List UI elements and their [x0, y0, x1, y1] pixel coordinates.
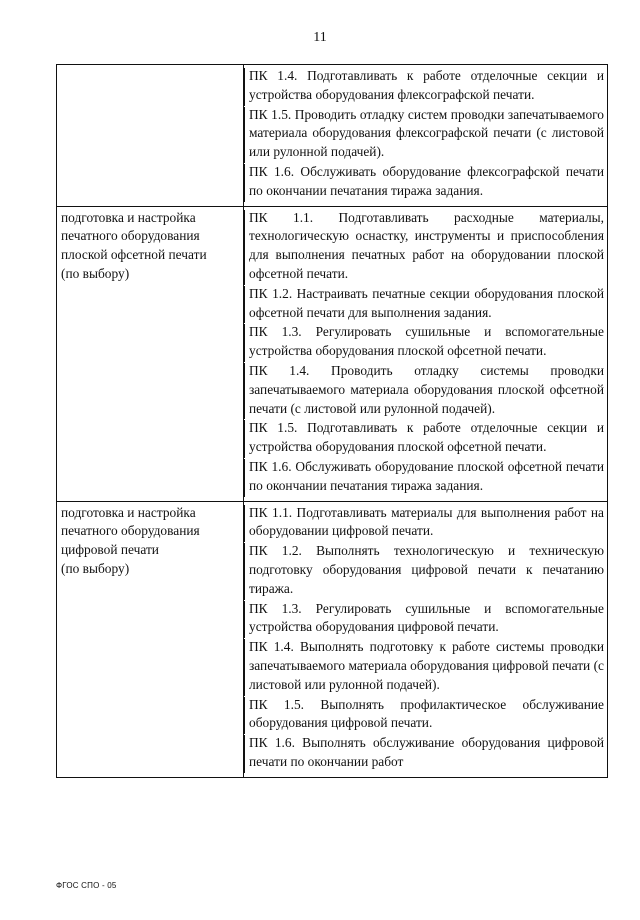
competency-item: ПК 1.4. Выполнять подготовку к работе системы проводки запечатываемого материала оборудования цифровой печати (с листовой или рулонной подачей).	[249, 638, 604, 694]
competency-item: ПК 1.3. Регулировать сушильные и вспомогательные устройства оборудования цифровой печати.	[249, 600, 604, 638]
competencies-cell	[244, 206, 608, 501]
competency-item: ПК 1.2. Выполнять технологическую и техническую подготовку оборудования цифровой печати к печатанию тиража.	[249, 542, 604, 598]
competencies-cell	[244, 501, 608, 777]
table-row	[57, 501, 608, 777]
competency-item: ПК 1.6. Выполнять обслуживание оборудования цифровой печати по окончании работ	[249, 734, 604, 772]
page-number: 11	[313, 30, 327, 45]
activity-cell	[57, 65, 244, 207]
competency-item: ПК 1.5. Проводить отладку систем проводки запечатываемого материала оборудования флексографской печати (с листовой или рулонной подачей).	[249, 106, 604, 162]
competency-item: ПК 1.3. Регулировать сушильные и вспомогательные устройства оборудования плоской офсетной печати.	[249, 323, 604, 361]
activity-cell	[57, 501, 244, 777]
competency-table	[56, 64, 608, 778]
footer-code: ФГОС СПО - 05	[56, 881, 117, 890]
competency-item: ПК 1.4. Подготавливать к работе отделочные секции и устройства оборудования флексографской печати.	[249, 67, 604, 105]
table-row	[57, 65, 608, 207]
activity-label: подготовка и настройка печатного оборудования плоской офсетной печати (по выбору)	[61, 209, 207, 281]
competency-item: ПК 1.5. Выполнять профилактическое обслуживание оборудования цифровой печати.	[249, 696, 604, 734]
competencies-cell	[244, 65, 608, 207]
competency-item: ПК 1.6. Обслуживать оборудование флексографской печати по окончании печатания тиража задания.	[249, 163, 604, 201]
activity-label: подготовка и настройка печатного оборудования цифровой печати (по выбору)	[61, 504, 200, 576]
competency-item: ПК 1.6. Обслуживать оборудование плоской офсетной печати по окончании печатания тиража задания.	[249, 458, 604, 496]
table-row	[57, 206, 608, 501]
competency-item: ПК 1.4. Проводить отладку системы проводки запечатываемого материала оборудования плоской офсетной печати (с листовой или рулонной подачей).	[249, 362, 604, 418]
competency-item: ПК 1.1. Подготавливать материалы для выполнения работ на оборудовании цифровой печати.	[249, 504, 604, 542]
competency-item: ПК 1.5. Подготавливать к работе отделочные секции и устройства оборудования плоской офсетной печати.	[249, 419, 604, 457]
competency-item: ПК 1.1. Подготавливать расходные материалы, технологическую оснастку, инструменты и приспособления для выполнения печатных работ на оборудовании плоской офсетной печати.	[249, 209, 604, 284]
competency-item: ПК 1.2. Настраивать печатные секции оборудования плоской офсетной печати для выполнения задания.	[249, 285, 604, 323]
activity-cell	[57, 206, 244, 501]
